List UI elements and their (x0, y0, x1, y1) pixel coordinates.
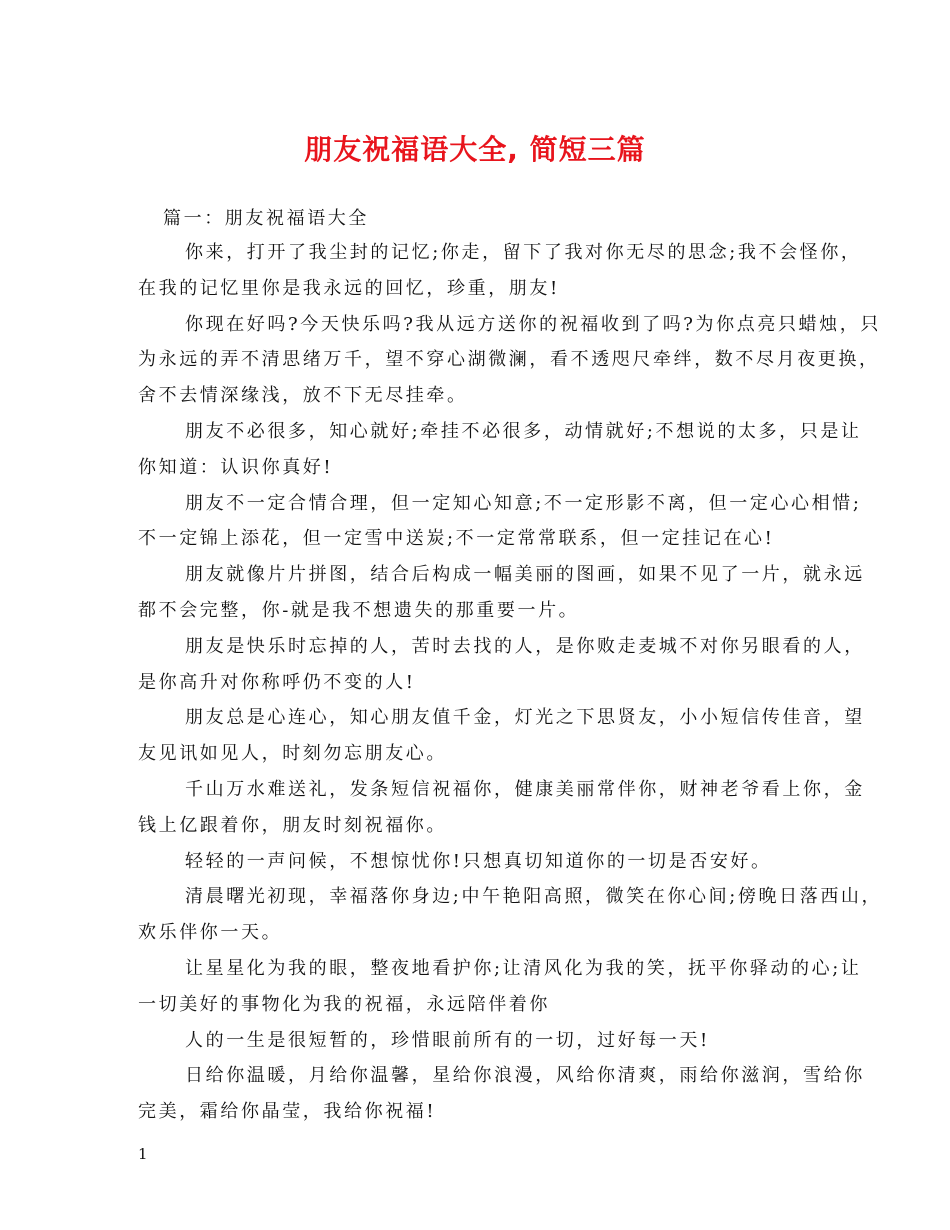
paragraph (138, 1023, 818, 1059)
paragraph-line: 清晨曙光初现，幸福落你身边;中午艳阳高照，微笑在你心间;傍晚日落西山， (185, 886, 883, 908)
document-title: 朋友祝福语大全, 简短三篇 (304, 133, 646, 166)
paragraph-line: 钱上亿跟着你，朋友时刻祝福你。 (138, 814, 447, 836)
paragraph (138, 629, 865, 701)
paragraph (138, 235, 862, 307)
paragraph-line: 友见讯如见人，时刻勿忘朋友心。 (138, 743, 447, 765)
paragraph-line: 朋友是快乐时忘掉的人，苦时去找的人，是你败走麦城不对你另眼看的人， (185, 635, 865, 657)
paragraph-line: 在我的记忆里你是我永远的回忆，珍重，朋友! (138, 277, 560, 299)
paragraph-line: 都不会完整，你-就是我不想遗失的那重要一片。 (138, 599, 580, 621)
paragraph-line: 你现在好吗?今天快乐吗?我从远方送你的祝福收到了吗?为你点亮只蜡烛，只 (185, 313, 881, 335)
paragraph-line: 日给你温暖，月给你温馨，星给你浪漫，风给你清爽，雨给你滋润，雪给你 (185, 1065, 865, 1087)
paragraph (138, 307, 881, 414)
paragraph-line: 是你高升对你称呼仍不变的人! (138, 671, 416, 693)
paragraph-line: 朋友就像片片拼图，结合后构成一幅美丽的图画，如果不见了一片，就永远 (185, 564, 865, 586)
paragraph-line: 朋友总是心连心，知心朋友值千金，灯光之下思贤友，小小短信传佳音，望 (185, 707, 865, 729)
paragraph (138, 414, 862, 486)
paragraph (138, 951, 862, 1023)
paragraph-line: 轻轻的一声问候，不想惊忧你!只想真切知道你的一切是否安好。 (185, 850, 772, 872)
paragraph (138, 700, 865, 772)
paragraph-line: 一切美好的事物化为我的祝福，永远陪伴着你 (138, 993, 550, 1015)
paragraph-line: 朋友不一定合情合理，但一定知心知意;不一定形影不离，但一定心心相惜; (185, 492, 862, 514)
paragraph-line: 千山万水难送礼，发条短信祝福你，健康美丽常伴你，财神老爷看上你，金 (185, 778, 865, 800)
paragraph-line: 完美，霜给你晶莹，我给你祝福! (138, 1101, 437, 1123)
paragraph (138, 879, 883, 951)
paragraph (138, 844, 818, 880)
section-heading: 篇一：朋友祝福语大全 (163, 208, 369, 229)
paragraph-line: 你知道：认识你真好! (138, 456, 334, 478)
paragraph (138, 1058, 865, 1130)
paragraph-line: 不一定锦上添花，但一定雪中送炭;不一定常常联系，但一定挂记在心! (138, 528, 775, 550)
paragraph-line: 让星星化为我的眼，整夜地看护你;让清风化为我的笑，抚平你驿动的心;让 (185, 957, 862, 979)
paragraph-line: 朋友不必很多，知心就好;牵挂不必很多，动情就好;不想说的太多，只是让 (185, 420, 862, 442)
paragraph-list (138, 235, 883, 1130)
paragraph-line: 舍不去情深缘浅，放不下无尽挂牵。 (138, 385, 468, 407)
document-body (138, 203, 883, 1130)
paragraph (138, 557, 865, 629)
paragraph (138, 772, 865, 844)
paragraph-line: 人的一生是很短暂的，珍惜眼前所有的一切，过好每一天! (185, 1029, 710, 1051)
paragraph-line: 欢乐伴你一天。 (138, 922, 283, 944)
page-number: 1 (138, 1145, 148, 1163)
paragraph (138, 486, 862, 558)
paragraph-line: 你来，打开了我尘封的记忆;你走，留下了我对你无尽的思念;我不会怪你， (185, 242, 862, 263)
paragraph-line: 为永远的弄不清思绪万千，望不穿心湖微澜，看不透咫尺牵绊，数不尽月夜更换， (138, 349, 880, 371)
